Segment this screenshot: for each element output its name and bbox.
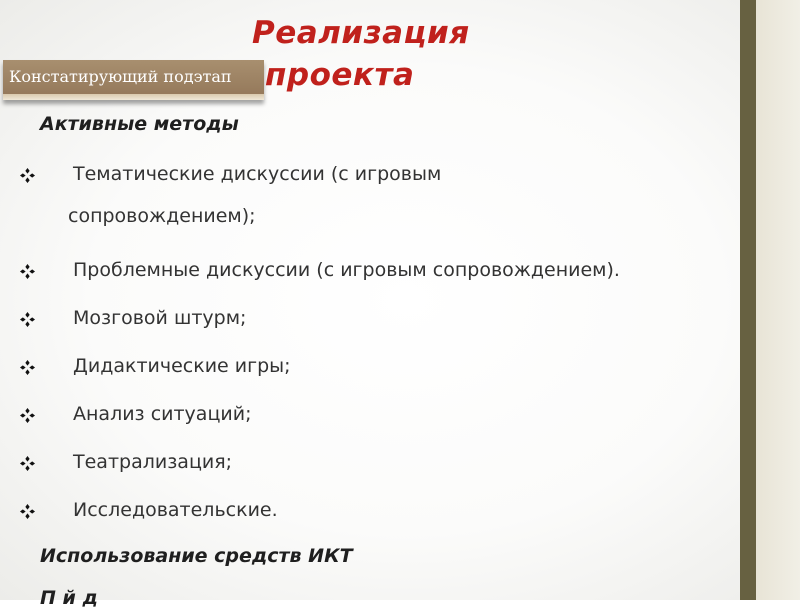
method-label: Исследовательские.: [73, 499, 278, 521]
method-label-continuation: сопровождением);: [68, 205, 256, 227]
method-label: Мозговой штурм;: [73, 307, 247, 329]
diamond-bullet-icon: [20, 312, 35, 327]
method-label: Тематические дискуссии (с игровым: [73, 163, 442, 185]
diamond-bullet-icon: [20, 504, 35, 519]
cut-off-heading: П й д: [40, 587, 98, 609]
method-label: Дидактические игры;: [73, 355, 291, 377]
ict-heading: Использование средств ИКТ: [40, 545, 353, 567]
diamond-bullet-icon: [20, 360, 35, 375]
slide-title-line2: проекта: [265, 57, 415, 93]
diamond-bullet-icon: [20, 408, 35, 423]
method-label: Анализ ситуаций;: [73, 403, 252, 425]
stage-label-badge: Констатирующий подэтап: [3, 60, 264, 100]
method-label: Театрализация;: [73, 451, 233, 473]
diamond-bullet-icon: [20, 264, 35, 279]
method-label: Проблемные дискуссии (с игровым сопровождением).: [73, 259, 620, 281]
slide-title-line1: Реализация: [252, 15, 470, 51]
diamond-bullet-icon: [20, 456, 35, 471]
active-methods-heading: Активные методы: [40, 113, 239, 135]
diamond-bullet-icon: [20, 168, 35, 183]
